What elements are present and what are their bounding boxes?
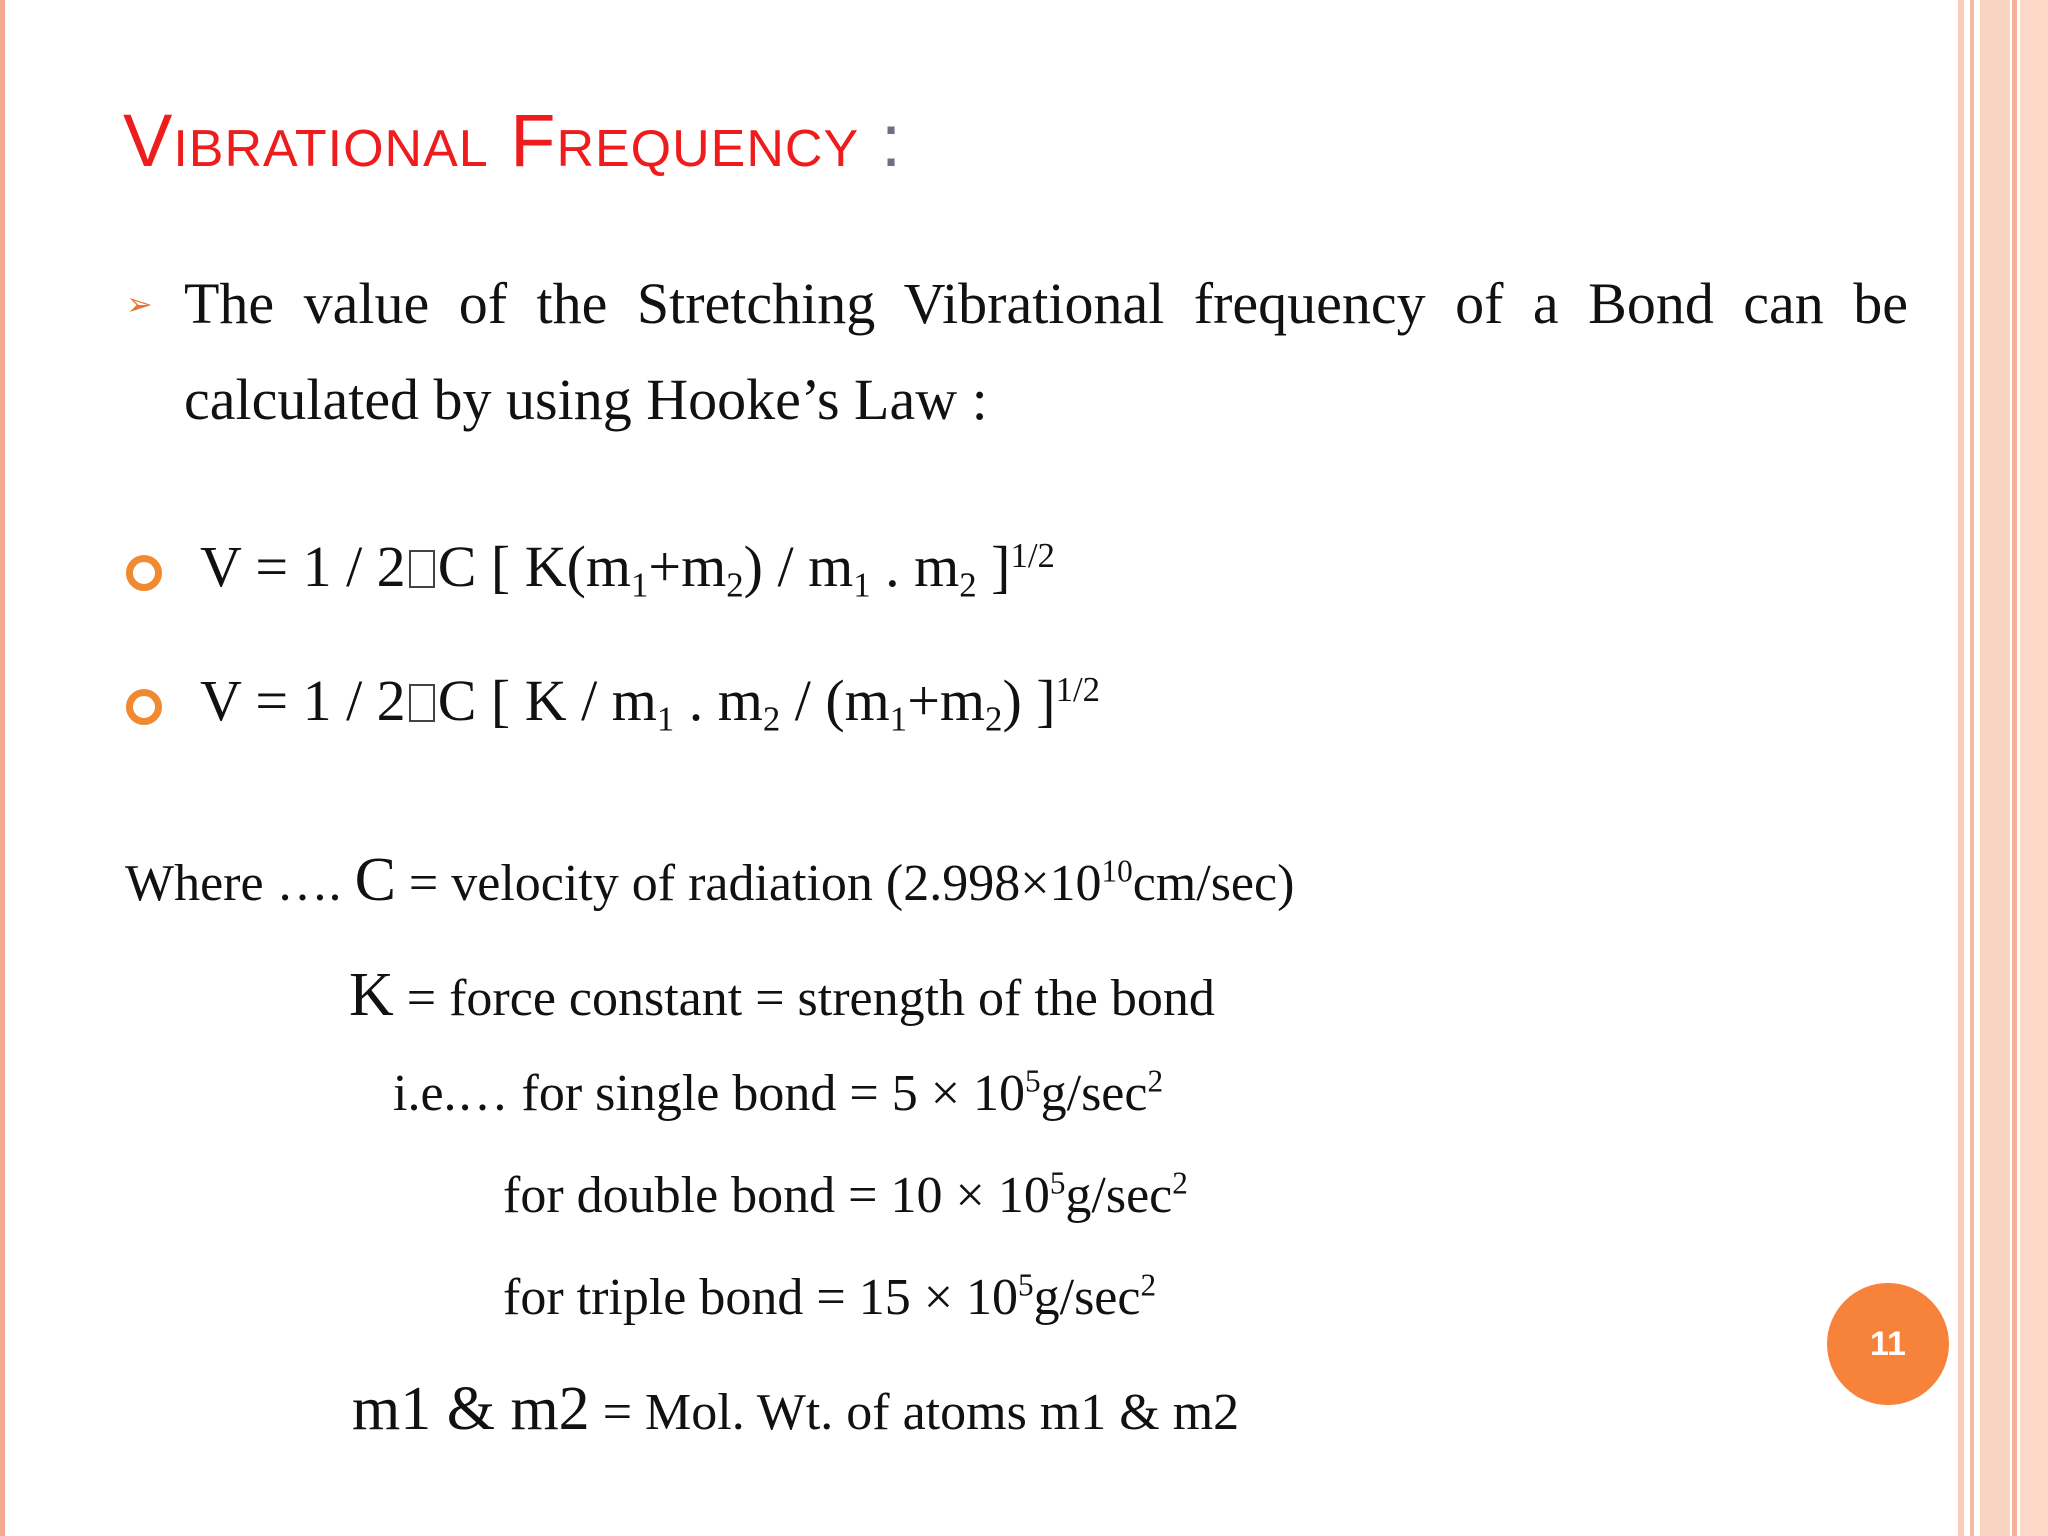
subscript: 2 [985,699,1003,739]
formula-text: ) / m [743,534,854,599]
arrow-bullet-icon: ➢ [126,285,153,323]
formula-text: V = [200,534,303,599]
right-stripe-decoration [2012,0,2017,1536]
left-border-decoration [0,0,5,1536]
mass-symbol: m1 & m2 [352,1375,590,1443]
superscript: 2 [1147,1063,1164,1099]
k-description: = force constant = strength of the bond [393,970,1215,1027]
bond-label: for triple bond = 15 × 10 [503,1269,1019,1326]
right-stripe-decoration [1970,0,1974,1536]
formula-text: C [ K(m [437,534,632,599]
formula-text: +m [648,534,727,599]
bond-unit: g/sec [1040,1065,1148,1122]
c-unit: cm/sec) [1132,855,1295,912]
superscript: 5 [1025,1063,1041,1099]
formula-text: 1 / 2 [302,534,406,599]
missing-glyph-box-icon [409,550,435,588]
ring-bullet-icon [126,555,162,591]
hookes-law-intro: The value of the Stretching Vibrational frequency of a Bond can be calculated by using Hooke’s Law : [184,271,1908,432]
ring-bullet-icon [126,689,162,725]
bond-label: for double bond = 10 × 10 [503,1167,1050,1224]
c-equals: = [395,855,452,912]
bond-label: i.e.… for single bond = 5 × 10 [393,1065,1026,1122]
where-c-definition [125,846,1295,914]
missing-glyph-box-icon [409,684,435,722]
right-stripe-decoration [1958,0,1964,1536]
subscript: 1 [656,699,675,739]
subscript: 2 [762,699,781,739]
formula-text: / (m [780,668,890,733]
formula-text: ] [976,534,1011,599]
k-symbol: K [349,961,394,1029]
c-symbol: C [354,846,396,914]
double-bond-line [503,1165,1188,1224]
triple-bond-line [503,1267,1157,1326]
formula-text: . m [674,668,763,733]
formula-text: +m [907,668,986,733]
superscript: 1/2 [1055,669,1101,709]
k-definition [349,961,1215,1029]
formula-text: V = [200,668,303,733]
formula-text: 1 / 2 [302,668,406,733]
superscript: 5 [1049,1165,1066,1201]
subscript: 1 [853,565,871,605]
slide-title-colon: : [859,99,903,182]
slide-title-text: Vibrational Frequency [123,99,860,182]
bond-unit: g/sec [1065,1167,1173,1224]
where-label: Where …. [125,855,355,912]
subscript: 1 [889,699,908,739]
bond-unit: g/sec [1033,1269,1141,1326]
superscript: 2 [1172,1165,1188,1201]
subscript: 1 [631,565,649,605]
superscript: 10 [1101,853,1133,889]
formula-text: C [ K / m [437,668,657,733]
superscript: 1/2 [1010,535,1055,575]
slide-title [123,99,903,182]
single-bond-line [393,1063,1164,1122]
formula-text: . m [870,534,960,599]
formula-text: ) ] [1002,668,1056,733]
superscript: 5 [1018,1267,1034,1303]
right-stripe-decoration [1980,0,2010,1536]
subscript: 2 [959,565,977,605]
superscript: 2 [1140,1267,1157,1303]
subscript: 2 [726,565,744,605]
formula-2 [200,668,1101,739]
page-number-badge: 11 [1827,1283,1949,1405]
right-stripe-decoration [2020,0,2048,1536]
c-description: velocity of radiation (2.998×10 [451,855,1102,912]
mass-definition [352,1375,1240,1443]
formula-1 [200,534,1055,605]
mass-description: = Mol. Wt. of atoms m1 & m2 [589,1384,1240,1441]
